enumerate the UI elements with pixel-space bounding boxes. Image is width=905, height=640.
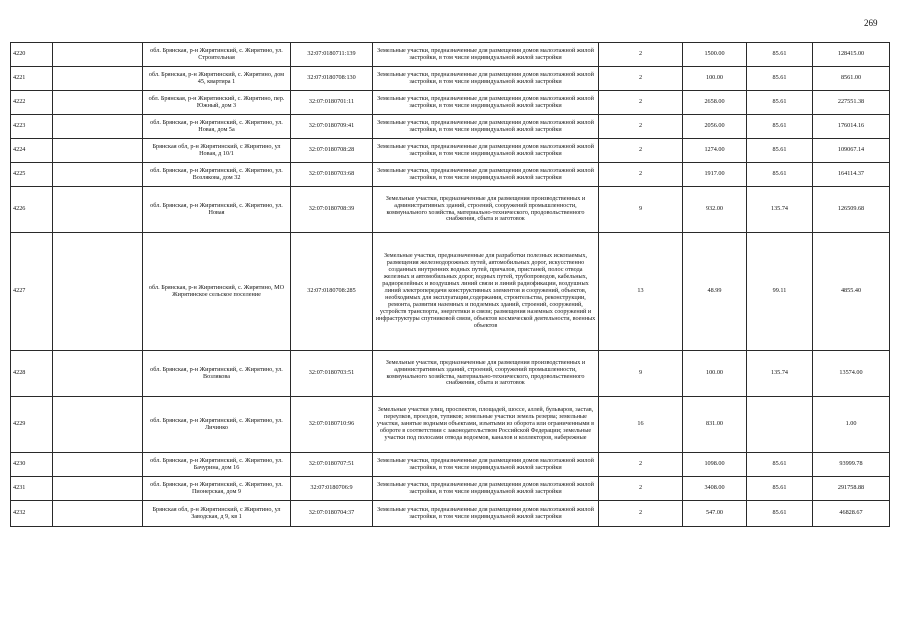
empty-cell xyxy=(53,67,143,91)
row-number: 4225 xyxy=(11,163,53,187)
row-number: 4227 xyxy=(11,233,53,351)
page-number: 269 xyxy=(864,18,878,28)
land-use-cell: Земельные участки, предназначенные для размещения домов малоэтажной жилой застройки, в том числе индивидуальной жилой застройки xyxy=(373,453,599,477)
use-group-cell: 16 xyxy=(599,397,683,453)
use-group-cell: 2 xyxy=(599,139,683,163)
empty-cell xyxy=(53,43,143,67)
table-row xyxy=(11,115,890,139)
cadastral-value-cell: 176014.16 xyxy=(813,115,890,139)
address-cell: обл. Брянская, р-н Жирятинский, с. Жирятино, пер. Южный, дом 3 xyxy=(143,91,291,115)
use-group-cell: 2 xyxy=(599,501,683,527)
cadastral-value-cell: 164114.37 xyxy=(813,163,890,187)
area-cell: 1274.00 xyxy=(683,139,747,163)
area-cell: 831.00 xyxy=(683,397,747,453)
empty-cell xyxy=(53,163,143,187)
cadastral-value-cell: 4855.40 xyxy=(813,233,890,351)
row-number: 4222 xyxy=(11,91,53,115)
table-row xyxy=(11,233,890,351)
table-row xyxy=(11,187,890,233)
specific-value-cell: 85.61 xyxy=(747,501,813,527)
empty-cell xyxy=(53,397,143,453)
empty-cell xyxy=(53,91,143,115)
specific-value-cell: 135.74 xyxy=(747,187,813,233)
empty-cell xyxy=(53,139,143,163)
area-cell: 1098.00 xyxy=(683,453,747,477)
area-cell: 2056.00 xyxy=(683,115,747,139)
empty-cell xyxy=(53,115,143,139)
specific-value-cell: 85.61 xyxy=(747,477,813,501)
row-number: 4223 xyxy=(11,115,53,139)
cadastral-number-cell: 32:07:0180703:68 xyxy=(291,163,373,187)
empty-cell xyxy=(53,477,143,501)
cadastral-value-cell: 13574.00 xyxy=(813,351,890,397)
address-cell: обл. Брянская, р-н Жирятинский, с. Жирятино, ул. Личинко xyxy=(143,397,291,453)
address-cell: обл. Брянская, р-н Жирятинский, с. Жирятино, ул. Строительная xyxy=(143,43,291,67)
use-group-cell: 2 xyxy=(599,453,683,477)
use-group-cell: 2 xyxy=(599,91,683,115)
specific-value-cell: 85.61 xyxy=(747,115,813,139)
area-cell: 2658.00 xyxy=(683,91,747,115)
specific-value-cell: 85.61 xyxy=(747,163,813,187)
specific-value-cell xyxy=(747,397,813,453)
table-row xyxy=(11,163,890,187)
cadastral-number-cell: 32:07:0180708:28 xyxy=(291,139,373,163)
land-use-cell: Земельные участки, предназначенные для разработки полезных ископаемых, размещения железнодорожных путей, автомобильных дорог, искусственно созданных внутренних водных путей, причалов, пристаней, полос отвода железных и автомобильных дорог, водных путей, трубопроводов, кабельных, радиорелейных и воздушных линий связи и линий радиофикации, воздушных линий электропередачи конструктивных элементов и сооружений, объектов, необходимых для эксплуатации,содержания, строительства, реконструкции, ремонта, развития наземных и подземных зданий, строений, сооружений, устройств транспорта, энергетики и связи; размещения наземных сооружений и инфраструктуры спутниковой связи, объектов космической деятельности, военных объектов xyxy=(373,233,599,351)
table-row xyxy=(11,91,890,115)
area-cell: 1500.00 xyxy=(683,43,747,67)
cadastral-number-cell: 32:07:0180703:51 xyxy=(291,351,373,397)
empty-cell xyxy=(53,187,143,233)
area-cell: 48.99 xyxy=(683,233,747,351)
empty-cell xyxy=(53,351,143,397)
table-row xyxy=(11,397,890,453)
use-group-cell: 9 xyxy=(599,351,683,397)
specific-value-cell: 85.61 xyxy=(747,67,813,91)
row-number: 4220 xyxy=(11,43,53,67)
land-use-cell: Земельные участки, предназначенные для размещения производственных и административных зданий, строений, сооружений промышленности, коммунального хозяйства, материально-технического, продовольственного снабжения, сбыта и заготовок xyxy=(373,351,599,397)
table-row xyxy=(11,139,890,163)
address-cell: обл. Брянская, р-н Жирятинский, с. Жирятино, ул. Пионерская, дом 9 xyxy=(143,477,291,501)
land-use-cell: Земельные участки, предназначенные для размещения домов малоэтажной жилой застройки, в том числе индивидуальной жилой застройки xyxy=(373,501,599,527)
cadastral-value-cell: 109067.14 xyxy=(813,139,890,163)
address-cell: обл. Брянская, р-н Жирятинский, с. Жирятино, ул. Бачурина, дом 16 xyxy=(143,453,291,477)
cadastral-number-cell: 32:07:0180709:41 xyxy=(291,115,373,139)
cadastral-value-cell: 227551.38 xyxy=(813,91,890,115)
specific-value-cell: 85.61 xyxy=(747,43,813,67)
specific-value-cell: 85.61 xyxy=(747,91,813,115)
empty-cell xyxy=(53,453,143,477)
table-row xyxy=(11,477,890,501)
table-row xyxy=(11,501,890,527)
use-group-cell: 9 xyxy=(599,187,683,233)
empty-cell xyxy=(53,233,143,351)
table-row xyxy=(11,67,890,91)
cadastral-number-cell: 32:07:0180708:39 xyxy=(291,187,373,233)
row-number: 4230 xyxy=(11,453,53,477)
specific-value-cell: 85.61 xyxy=(747,139,813,163)
cadastral-value-cell: 8561.00 xyxy=(813,67,890,91)
specific-value-cell: 99.11 xyxy=(747,233,813,351)
row-number: 4226 xyxy=(11,187,53,233)
table-row xyxy=(11,453,890,477)
address-cell: обл. Брянская, р-н Жирятинский, с. Жирятино, ул. Новая xyxy=(143,187,291,233)
use-group-cell: 2 xyxy=(599,163,683,187)
row-number: 4228 xyxy=(11,351,53,397)
land-use-cell: Земельные участки, предназначенные для размещения домов малоэтажной жилой застройки, в том числе индивидуальной жилой застройки xyxy=(373,115,599,139)
row-number: 4231 xyxy=(11,477,53,501)
cadastral-number-cell: 32:07:0180710:96 xyxy=(291,397,373,453)
address-cell: обл. Брянская, р-н Жирятинский, с. Жирятино, ул. Возлякова xyxy=(143,351,291,397)
use-group-cell: 2 xyxy=(599,43,683,67)
address-cell: обл. Брянская, р-н Жирятинский, с. Жирятино, ул. Новая, дом 5а xyxy=(143,115,291,139)
cadastral-value-table xyxy=(10,42,890,527)
land-use-cell: Земельные участки, предназначенные для размещения домов малоэтажной жилой застройки, в том числе индивидуальной жилой застройки xyxy=(373,67,599,91)
cadastral-number-cell: 32:07:0180707:51 xyxy=(291,453,373,477)
cadastral-value-cell: 128415.00 xyxy=(813,43,890,67)
use-group-cell: 2 xyxy=(599,67,683,91)
use-group-cell: 2 xyxy=(599,115,683,139)
area-cell: 1917.00 xyxy=(683,163,747,187)
cadastral-value-cell: 46828.67 xyxy=(813,501,890,527)
cadastral-number-cell: 32:07:0180706:9 xyxy=(291,477,373,501)
land-use-cell: Земельные участки улиц, проспектов, площадей, шоссе, аллей, бульваров, застав, переулков, проездов, тупиков; земельные участки земель резерва; земельные участки, занятые водными объектами, изъятыми из оборота или ограниченными в обороте в соответствии с законодательством Российской Федерации; земельные участки под полосами отвода водоемов, каналов и коллекторов, набережные xyxy=(373,397,599,453)
specific-value-cell: 85.61 xyxy=(747,453,813,477)
address-cell: обл. Брянская, р-н Жирятинский, с. Жирятино, МО Жирятинское сельское поселение xyxy=(143,233,291,351)
land-use-cell: Земельные участки, предназначенные для размещения домов малоэтажной жилой застройки, в том числе индивидуальной жилой застройки xyxy=(373,163,599,187)
address-cell: обл. Брянская, р-н Жирятинский, с. Жирятино, ул. Возлякова, дом 32 xyxy=(143,163,291,187)
use-group-cell: 13 xyxy=(599,233,683,351)
cadastral-value-cell: 93999.78 xyxy=(813,453,890,477)
area-cell: 547.00 xyxy=(683,501,747,527)
cadastral-value-cell: 1.00 xyxy=(813,397,890,453)
cadastral-value-cell: 291758.88 xyxy=(813,477,890,501)
table-row xyxy=(11,351,890,397)
land-use-cell: Земельные участки, предназначенные для размещения домов малоэтажной жилой застройки, в том числе индивидуальной жилой застройки xyxy=(373,139,599,163)
cadastral-value-cell: 126509.68 xyxy=(813,187,890,233)
land-use-cell: Земельные участки, предназначенные для размещения домов малоэтажной жилой застройки, в том числе индивидуальной жилой застройки xyxy=(373,43,599,67)
land-use-cell: Земельные участки, предназначенные для размещения домов малоэтажной жилой застройки, в том числе индивидуальной жилой застройки xyxy=(373,91,599,115)
empty-cell xyxy=(53,501,143,527)
address-cell: Брянская обл, р-н Жирятинский, с Жирятино, ул Заводская, д 9, кв 1 xyxy=(143,501,291,527)
cadastral-number-cell: 32:07:0180708:130 xyxy=(291,67,373,91)
area-cell: 100.00 xyxy=(683,67,747,91)
specific-value-cell: 135.74 xyxy=(747,351,813,397)
area-cell: 100.00 xyxy=(683,351,747,397)
land-use-cell: Земельные участки, предназначенные для размещения домов малоэтажной жилой застройки, в том числе индивидуальной жилой застройки xyxy=(373,477,599,501)
cadastral-number-cell: 32:07:0180711:139 xyxy=(291,43,373,67)
use-group-cell: 2 xyxy=(599,477,683,501)
address-cell: обл. Брянская, р-н Жирятинский, с. Жирятино, дом 45, квартира 1 xyxy=(143,67,291,91)
row-number: 4224 xyxy=(11,139,53,163)
row-number: 4232 xyxy=(11,501,53,527)
cadastral-number-cell: 32:07:0180704:37 xyxy=(291,501,373,527)
address-cell: Брянская обл, р-н Жирятинский, с Жирятино, ул Новая, д 10/1 xyxy=(143,139,291,163)
area-cell: 932.00 xyxy=(683,187,747,233)
cadastral-number-cell: 32:07:0180701:11 xyxy=(291,91,373,115)
cadastral-number-cell: 32:07:0180708:285 xyxy=(291,233,373,351)
land-use-cell: Земельные участки, предназначенные для размещения производственных и административных зданий, строений, сооружений промышленности, коммунального хозяйства, материально-технического, продовольственного снабжения, сбыта и заготовок xyxy=(373,187,599,233)
table-row xyxy=(11,43,890,67)
area-cell: 3408.00 xyxy=(683,477,747,501)
row-number: 4221 xyxy=(11,67,53,91)
row-number: 4229 xyxy=(11,397,53,453)
